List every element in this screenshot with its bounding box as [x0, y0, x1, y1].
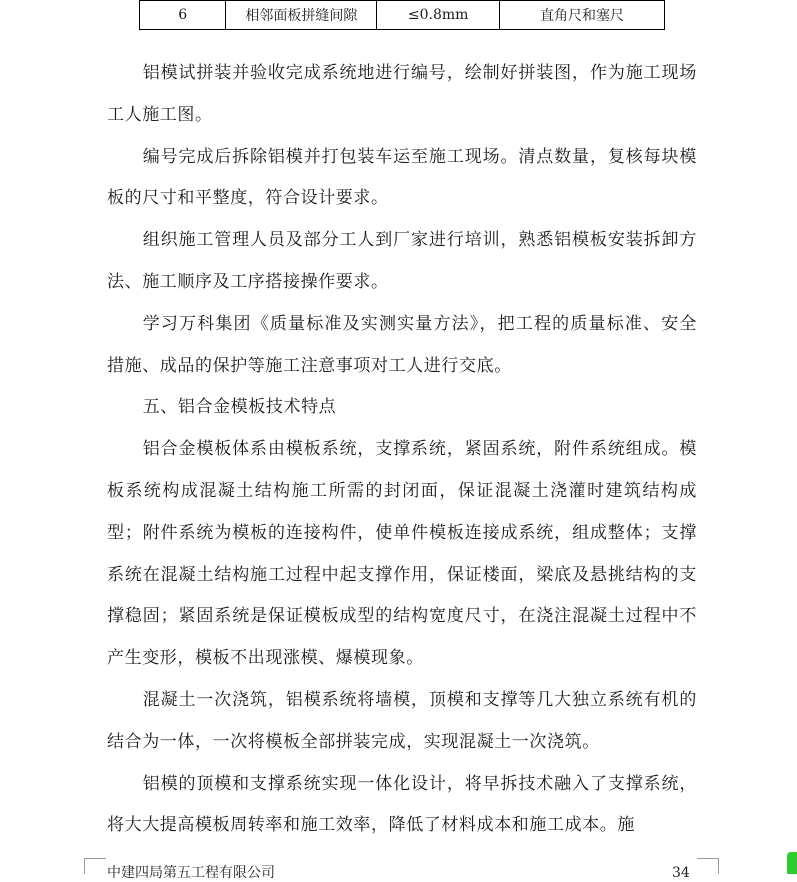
paragraph: 编号完成后拆除铝模并打包装车运至施工现场。清点数量，复核每块模板的尺寸和平整度，符合设计要求。: [107, 146, 697, 209]
paragraph: 学习万科集团《质量标准及实测实量方法》，把工程的质量标准、安全措施、成品的保护等施工注意事项对工人进行交底。: [107, 313, 697, 376]
body-text: [107, 53, 697, 847]
paragraph: 组织施工管理人员及部分工人到厂家进行培训，熟悉铝模板安装拆卸方法、施工顺序及工序搭接操作要求。: [107, 230, 697, 292]
table-cell-tolerance: ≤0.8mm: [377, 1, 500, 30]
paragraph: 铝合金模板体系由模板系统，支撑系统，紧固系统，附件系统组成。模板系统构成混凝土结构施工所需的封闭面，保证混凝土浇灌时建筑结构成型；附件系统为模板的连接构件，使单件模板连接成系统，组成整体；支撑系统在混凝土结构施工过程中起支撑作用，保证楼面，梁底及悬挑结构的支撑稳固；紧固系统是保证模板成型的结构宽度尺寸，在浇注混凝土过程中不产生变形，模板不出现涨模、爆模现象。: [107, 439, 697, 669]
paragraph: 铝模试拼装并验收完成系统地进行编号，绘制好拼装图，作为施工现场工人施工图。: [107, 63, 697, 125]
paragraph: 混凝土一次浇筑，铝模系统将墙模，顶模和支撑等几大独立系统有机的结合为一体，一次将模板全部拼装完成，实现混凝土一次浇筑。: [107, 689, 697, 752]
table-row: [140, 1, 665, 30]
section-heading: 五、铝合金模板技术特点: [142, 397, 337, 418]
table-cell-no: 6: [140, 1, 226, 30]
footer-page-number: 34: [672, 865, 690, 881]
footer-company-name: 中建四局第五工程有限公司: [107, 865, 275, 881]
status-indicator-icon: [787, 852, 797, 874]
table-cell-item: 相邻面板拼缝间隙: [226, 1, 377, 30]
table-cell-method: 直角尺和塞尺: [500, 1, 665, 30]
tolerance-table: [139, 0, 665, 30]
paragraph: 铝模的顶模和支撑系统实现一体化设计，将早拆技术融入了支撑系统，将大大提高模板周转率和施工效率，降低了材料成本和施工成本。施: [107, 773, 697, 836]
page-footer: [0, 852, 797, 881]
